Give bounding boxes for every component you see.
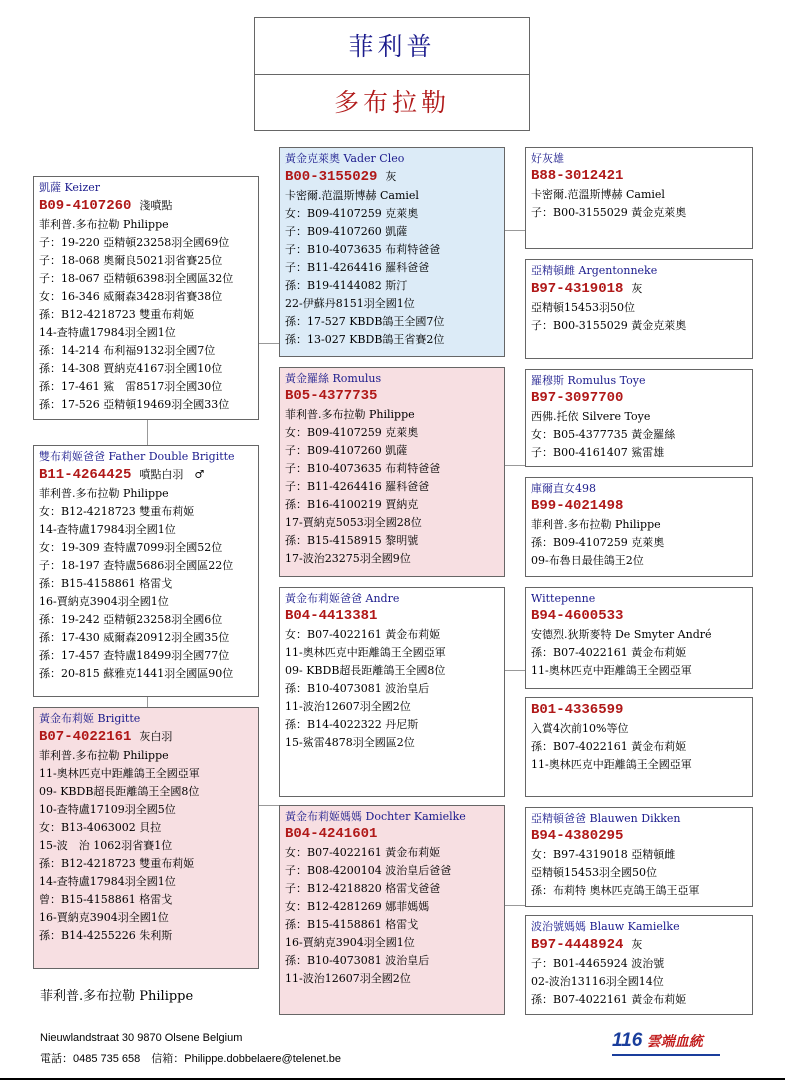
sdd-ring: B99-4021498 <box>531 498 624 514</box>
info-line: 菲利普.多布拉勒 Philippe <box>39 218 169 231</box>
ddd-lines <box>531 955 747 1009</box>
info-line: 女：B09-4107259 克萊奧 <box>285 207 419 220</box>
info-line: 女：16-346 威爾森3428羽省賽38位 <box>39 290 223 303</box>
info-line: 22-伊蘇丹8151羽全國1位 <box>285 297 415 310</box>
info-line: 孫：布莉特 奧林匹克鴿王鴿王亞軍 <box>531 884 700 897</box>
info-line: 09- KBDB超長距離鴿王全國8位 <box>39 785 200 798</box>
sire-sire-card <box>279 147 505 357</box>
sds-name: 羅穆斯 Romulus Toye <box>531 374 646 387</box>
info-line: 11-奧林匹克中距離鴿王全國亞軍 <box>531 664 692 677</box>
ss-ring: B00-3155029 灰 <box>285 169 397 185</box>
title-line2: 多布拉勒 <box>333 88 450 117</box>
dsd-ring: B01-4336599 <box>531 702 624 718</box>
sdd-lines <box>531 516 747 570</box>
title-line1: 菲利普 <box>255 18 529 75</box>
info-line: 孫：17-526 亞精頓19469羽全國33位 <box>39 398 230 411</box>
sdd-name: 庫爾直女498 <box>531 482 596 495</box>
info-line: 14-查特盧17984羽全國1位 <box>39 326 176 339</box>
dss-card <box>525 587 753 689</box>
connector <box>505 465 525 466</box>
info-line: 女：B07-4022161 黃金布莉姬 <box>285 846 441 859</box>
logo-text: 雲端血統 <box>646 1033 703 1049</box>
ddd-card <box>525 915 753 1015</box>
sd-name: 黃金羅絲 Romulus <box>285 372 382 385</box>
info-line: 子：19-220 亞精頓23258羽全國69位 <box>39 236 230 249</box>
info-line: 17-波治23275羽全國9位 <box>285 552 411 565</box>
info-line: 孫：B15-4158861 格雷戈 <box>39 577 173 590</box>
connector <box>505 230 525 231</box>
info-line: 14-查特盧17984羽全國1位 <box>39 875 176 888</box>
info-line: 孫：19-242 亞精頓23258羽全國6位 <box>39 613 223 626</box>
info-line: 曾：B15-4158861 格雷戈 <box>39 893 173 906</box>
info-line: 女：B13-4063002 貝拉 <box>39 821 162 834</box>
dam2-name: 黃金布莉姬 Brigitte <box>39 712 141 725</box>
sss-lines <box>531 186 747 222</box>
info-line: 女：B09-4107259 克萊奧 <box>285 426 419 439</box>
dds-card <box>525 807 753 907</box>
sss-name: 好灰雄 <box>531 152 564 165</box>
dam-color: 噴點白羽 ♂ <box>139 468 205 481</box>
dd-ring: B04-4241601 <box>285 826 378 842</box>
ss-color: 灰 <box>385 170 397 183</box>
dss-lines <box>531 626 747 680</box>
info-line: 11-奧林匹克中距離鴿王全國亞軍 <box>39 767 200 780</box>
info-line: 孫：B10-4073081 波治皇后 <box>285 682 430 695</box>
info-line: 孫：17-527 KBDB鴿王全國7位 <box>285 315 445 328</box>
info-line: 11-波治12607羽全國2位 <box>285 700 411 713</box>
info-line: 入賞4次前10%等位 <box>531 722 629 735</box>
info-line: 孫：14-308 賈納克4167羽全國10位 <box>39 362 223 375</box>
info-line: 14-查特盧17984羽全國1位 <box>39 523 176 536</box>
info-line: 女：B97-4319018 亞精頓雌 <box>531 848 676 861</box>
ssd-name: 亞精頓雌 Argentonneke <box>531 264 658 277</box>
ss-lines <box>285 187 499 349</box>
info-line: 孫：B07-4022161 黃金布莉姬 <box>531 993 687 1006</box>
info-line: 11-波治12607羽全國2位 <box>285 972 411 985</box>
info-line: 孫：B07-4022161 黃金布莉姬 <box>531 740 687 753</box>
info-line: 孫：B14-4022322 丹尼斯 <box>285 718 419 731</box>
dam-sire-card <box>33 445 259 697</box>
info-line: 16-賈納克3904羽全國1位 <box>39 911 169 924</box>
info-line: 09- KBDB超長距離鴿王全國8位 <box>285 664 446 677</box>
dd-name: 黃金布莉姬媽媽 Dochter Kamielke <box>285 810 466 823</box>
info-line: 子：18-068 奧爾良5021羽省賽25位 <box>39 254 223 267</box>
sire-name: 凱薩 Keizer <box>39 181 101 194</box>
footer-contact: 電話：0485 735 658 信箱：Philippe.dobbelaere@telenet.be <box>40 1053 342 1065</box>
dd-lines <box>285 844 499 988</box>
dss-name: Wittepenne <box>531 592 596 605</box>
sire-lines <box>39 216 253 414</box>
info-line: 孫：B14-4255226 朱利斯 <box>39 929 173 942</box>
ssd-color: 灰 <box>631 282 643 295</box>
info-line: 孫：B10-4073081 波治皇后 <box>285 954 430 967</box>
sire-color: 淺噴點 <box>139 199 173 212</box>
footer-address: Nieuwlandstraat 30 9870 Olsene Belgium <box>40 1032 243 1044</box>
owner-name: 菲利普.多布拉勒 Philippe <box>40 989 194 1004</box>
ddd-name: 波治號媽媽 Blauw Kamielke <box>531 920 680 933</box>
info-line: 10-查特盧17109羽全國5位 <box>39 803 176 816</box>
info-line: 子：B10-4073635 布莉特爸爸 <box>285 462 441 475</box>
info-line: 女：B05-4377735 黃金羅絲 <box>531 428 676 441</box>
info-line: 15-鯊雷4878羽全國區2位 <box>285 736 415 749</box>
sire-card <box>33 176 259 420</box>
info-line: 子：B09-4107260 凱薩 <box>285 444 408 457</box>
dam-name: 雙布莉姬爸爸 Father Double Brigitte <box>39 450 235 463</box>
info-line: 女：B12-4281269 娜菲媽媽 <box>285 900 430 913</box>
info-line: 子：B09-4107260 凱薩 <box>285 225 408 238</box>
sds-lines <box>531 408 747 462</box>
sss-card <box>525 147 753 249</box>
info-line: 亞精頓15453羽全國50位 <box>531 866 657 879</box>
info-line: 子：B00-3155029 黃金克萊奧 <box>531 206 687 219</box>
info-line: 09-布魯日最佳鴿王2位 <box>531 554 644 567</box>
info-line: 17-賈納克5053羽全國28位 <box>285 516 422 529</box>
sds-ring: B97-3097700 <box>531 390 624 406</box>
connector <box>147 697 148 707</box>
sire-ring: B09-4107260 淺噴點 <box>39 198 173 214</box>
dam-dam-card <box>279 805 505 1015</box>
ssd-lines <box>531 299 747 335</box>
dss-ring: B94-4600533 <box>531 608 624 624</box>
info-line: 孫：B12-4218723 雙重布莉姬 <box>39 857 195 870</box>
dam2-lines <box>39 747 253 945</box>
connector <box>505 670 525 671</box>
dam-ring: B11-4264425 噴點白羽 ♂ <box>39 467 205 483</box>
info-line: 16-賈納克3904羽全國1位 <box>39 595 169 608</box>
connector <box>505 905 525 906</box>
info-line: 菲利普.多布拉勒 Philippe <box>39 487 169 500</box>
pedigree-title <box>254 17 530 131</box>
info-line: 孫：B16-4100219 賈納克 <box>285 498 419 511</box>
info-line: 子：B00-4161407 鯊雷雄 <box>531 446 665 459</box>
info-line: 孫：B15-4158861 格雷戈 <box>285 918 419 931</box>
info-line: 子：B00-3155029 黃金克萊奧 <box>531 319 687 332</box>
info-line: 孫：17-430 威爾森20912羽全國35位 <box>39 631 230 644</box>
info-line: 孫：B19-4144082 斯汀 <box>285 279 408 292</box>
info-line: 子：18-067 亞精頓6398羽全國區32位 <box>39 272 234 285</box>
bottom-rule <box>0 1078 785 1080</box>
dam2-ring: B07-4022161 灰白羽 <box>39 729 173 745</box>
info-line: 15-波 治 1062羽省賽1位 <box>39 839 173 852</box>
sss-ring: B88-3012421 <box>531 168 624 184</box>
info-line: 子：B01-4465924 波治號 <box>531 957 665 970</box>
dsd-lines <box>531 720 747 774</box>
dds-lines <box>531 846 747 900</box>
info-line: 女：19-309 查特盧7099羽全國52位 <box>39 541 223 554</box>
info-line: 11-奧林匹克中距離鴿王全國亞軍 <box>531 758 692 771</box>
info-line: 子：B10-4073635 布莉特爸爸 <box>285 243 441 256</box>
dam2-color: 灰白羽 <box>139 730 173 743</box>
dam-card <box>33 707 259 969</box>
info-line: 子：B11-4264416 羅科爸爸 <box>285 261 430 274</box>
info-line: 亞精頓15453羽50位 <box>531 301 635 314</box>
sire-dam-card <box>279 367 505 577</box>
info-line: 菲利普.多布拉勒 Philippe <box>285 408 415 421</box>
info-line: 16-賈納克3904羽全國1位 <box>285 936 415 949</box>
connector <box>147 420 148 445</box>
dsd-card <box>525 697 753 797</box>
ddd-color: 灰 <box>631 938 643 951</box>
info-line: 孫：20-815 蘇雅克1441羽全國區90位 <box>39 667 234 680</box>
dds-ring: B94-4380295 <box>531 828 624 844</box>
info-line: 卡密爾.范溫斯博赫 Camiel <box>531 188 665 201</box>
dds-name: 亞精頓爸爸 Blauwen Dikken <box>531 812 681 825</box>
info-line: 孫：B07-4022161 黃金布莉姬 <box>531 646 687 659</box>
ds-ring: B04-4413381 <box>285 608 378 624</box>
info-line: 孫：B09-4107259 克萊奧 <box>531 536 665 549</box>
info-line: 子：B11-4264416 羅科爸爸 <box>285 480 430 493</box>
sd-ring: B05-4377735 <box>285 388 378 404</box>
ssd-ring: B97-4319018 灰 <box>531 281 643 297</box>
ds-lines <box>285 626 499 752</box>
info-line: 女：B12-4218723 雙重布莉姬 <box>39 505 195 518</box>
info-line: 孫：B15-4158915 黎明號 <box>285 534 419 547</box>
info-line: 孫：B12-4218723 雙重布莉姬 <box>39 308 195 321</box>
connector <box>259 343 279 344</box>
ssd-card <box>525 259 753 359</box>
sdd-card <box>525 477 753 577</box>
connector <box>259 805 279 806</box>
info-line: 子：18-197 查特盧5686羽全國區22位 <box>39 559 234 572</box>
info-line: 子：B08-4200104 波治皇后爸爸 <box>285 864 452 877</box>
dam-sire2-card <box>279 587 505 797</box>
info-line: 02-波治13116羽全國14位 <box>531 975 664 988</box>
ddd-ring: B97-4448924 灰 <box>531 937 643 953</box>
info-line: 孫：13-027 KBDB鴿王省賽2位 <box>285 333 445 346</box>
info-line: 11-奧林匹克中距離鴿王全國亞軍 <box>285 646 446 659</box>
info-line: 西佛.托依 Silvere Toye <box>531 410 651 423</box>
sds-card <box>525 369 753 467</box>
brand-logo <box>612 1030 703 1052</box>
info-line: 安德烈.狄斯麥特 De Smyter André <box>531 628 712 641</box>
logo-number: 116 <box>612 1030 643 1051</box>
sd-lines <box>285 406 499 568</box>
info-line: 菲利普.多布拉勒 Philippe <box>39 749 169 762</box>
info-line: 子：B12-4218820 格雷戈爸爸 <box>285 882 441 895</box>
info-line: 卡密爾.范溫斯博赫 Camiel <box>285 189 419 202</box>
info-line: 女：B07-4022161 黃金布莉姬 <box>285 628 441 641</box>
ds-name: 黃金布莉姬爸爸 Andre <box>285 592 400 605</box>
logo-underline <box>612 1054 720 1056</box>
ss-name: 黃金克萊奧 Vader Cleo <box>285 152 405 165</box>
info-line: 孫：14-214 布利福9132羽全國7位 <box>39 344 216 357</box>
info-line: 孫：17-457 查特盧18499羽全國77位 <box>39 649 230 662</box>
info-line: 孫：17-461 鯊 雷8517羽全國30位 <box>39 380 223 393</box>
dam-lines <box>39 485 253 683</box>
info-line: 菲利普.多布拉勒 Philippe <box>531 518 661 531</box>
